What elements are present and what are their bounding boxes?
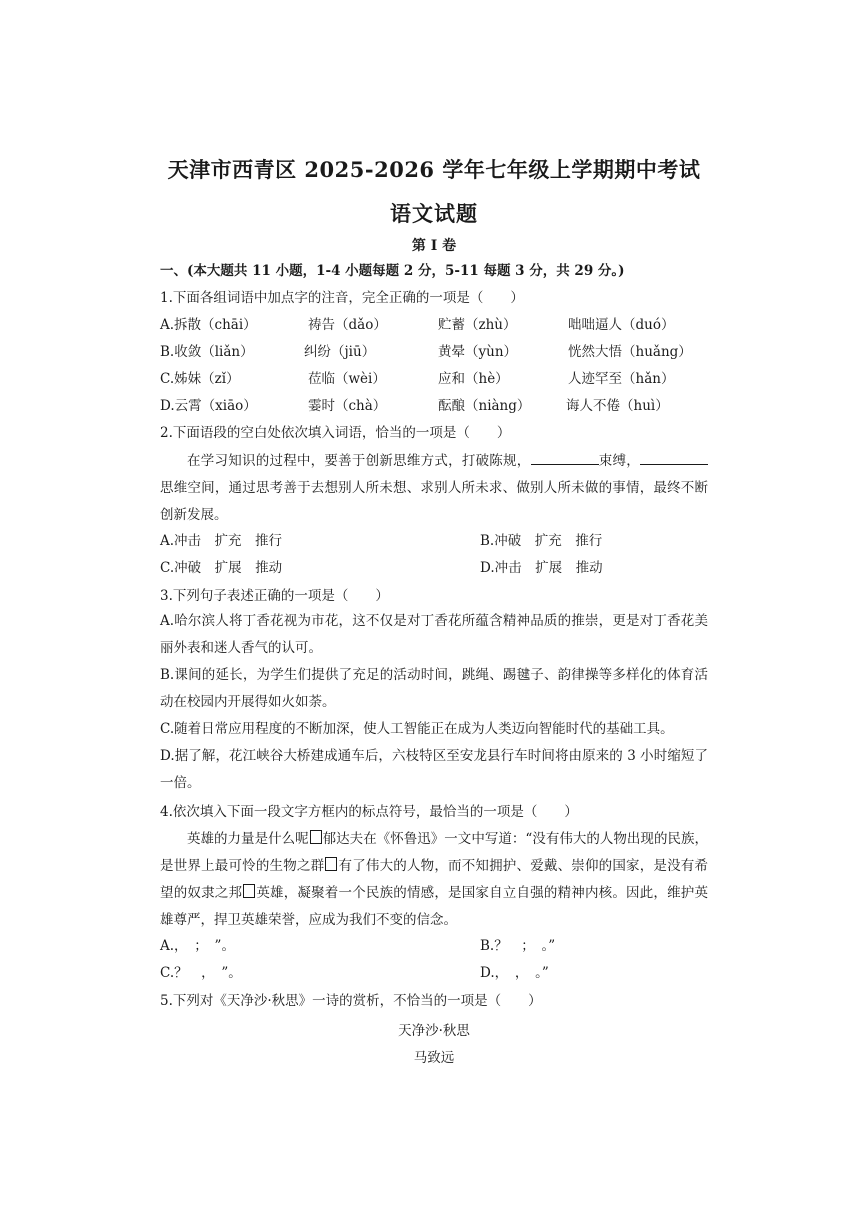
q4-passage-part-2: 郁达夫在《怀鲁迅》一文中写道：“没有伟大的人物出现的民族，是世界上最可怜的生物之群 [160,831,708,874]
q4-stem: 4.依次填入下面一段文字方框内的标点符号，最恰当的一项是（ ） [160,804,578,820]
q1-d-2: 霎时（chà） [308,398,387,414]
q1-b-4: 恍然大悟（huǎng） [568,344,692,360]
q1-c-3: 应和（hè） [438,371,509,387]
q4-passage-part-3: 有了伟大的人物，而不知拥护、爱戴、崇仰的国家，是没有希望的奴隶之邦 [160,858,709,901]
q3-option-d: D.据了解，花江峡谷大桥建成通车后，六枝特区至安龙县行车时间将由原来的 3 小时缩短了一倍。 [160,748,708,791]
q4-passage-part-1: 英雄的力量是什么呢 [187,831,309,847]
q4-option-d: D.， ， 。” [480,965,549,981]
q2-passage-part-d: 维空间，通过思考善于去想别人所未想、求别人所未求、做别人所未做的事情，最终不断创新发展。 [160,480,709,523]
q1-a-3: 贮蓄（zhù） [438,317,517,333]
q2-option-d: D.冲击 扩展 推动 [480,560,603,576]
poem-title: 天净沙·秋思 [398,1023,470,1039]
q4-box-1[interactable] [310,830,322,844]
exam-subtitle: 语文试题 [390,201,478,226]
q1-a-1: A.拆散（chāi） [160,317,257,333]
q4-passage [160,826,708,934]
q4-passage-part-4: 英雄，凝聚着一个民族的情感，是国家自立自强的精神内核。因此，维护英雄尊严，捍卫英雄荣誉，应成为我们不变的信念。 [160,885,709,928]
q2-blank-2[interactable] [640,450,708,465]
q2-passage-part-b: 束缚， [598,453,641,469]
volume-label: 第 I 卷 [411,238,457,254]
q2-stem: 2.下面语段的空白处依次填入词语，恰当的一项是（ ） [160,425,511,441]
exam-title: 天津市西青区 2025-2026 学年七年级上学期期中考试 [167,157,701,182]
q1-a-4: 咄咄逼人（duó） [568,317,675,333]
q2-option-a: A.冲击 扩充 推行 [160,533,283,549]
q4-box-2[interactable] [325,857,337,871]
q1-b-3: 黄晕（yùn） [438,344,518,360]
q1-c-4: 人迹罕至（hǎn） [568,371,675,387]
q4-option-a: A.， ； ”。 [160,938,235,954]
q3-option-b: B.课间的延长，为学生们提供了充足的活动时间，跳绳、踢毽子、韵律操等多样化的体育活动在校园内开展得如火如荼。 [160,667,708,710]
q2-option-b: B.冲破 扩充 推行 [480,533,603,549]
q3-stem: 3.下列句子表述正确的一项是（ ） [160,588,389,604]
q4-option-c: C.？ ， ”。 [160,965,242,981]
q1-stem: 1.下面各组词语中加点字的注音，完全正确的一项是（ ） [160,290,524,306]
section-heading: 一、(本大题共 11 小题，1-4 小题每题 2 分，5-11 每题 3 分，共 29 分。) [160,263,625,279]
q4-option-b: B.？ ； 。” [480,938,556,954]
q2-option-c: C.冲破 扩展 推动 [160,560,283,576]
q2-blank-1[interactable] [531,450,599,465]
q5-stem: 5.下列对《天净沙·秋思》一诗的赏析，不恰当的一项是（ ） [160,993,542,1009]
q3-option-a: A.哈尔滨人将丁香花视为市花，这不仅是对丁香花所蕴含精神品质的推崇，更是对丁香花美丽外表和迷人香气的认可。 [160,613,708,656]
q1-c-2: 莅临（wèi） [308,371,386,387]
q1-c-1: C.姊妹（zǐ） [160,371,240,387]
q1-d-4: 诲人不倦（huì） [566,398,669,414]
q1-d-1: D.云霄（xiāo） [160,398,257,414]
q1-a-2: 祷告（dǎo） [308,317,387,333]
q1-d-3: 酝酿（niàng） [438,398,531,414]
q2-passage-part-a: 在学习知识的过程中，要善于创新思维方式，打破陈规， [187,453,531,469]
q3-option-c: C.随着日常应用程度的不断加深，使人工智能正在成为人类迈向智能时代的基础工具。 [160,721,674,737]
q2-passage [160,448,708,529]
q4-box-3[interactable] [243,884,255,898]
q1-b-2: 纠纷（jiū） [304,344,376,360]
poem-author: 马致远 [413,1050,455,1066]
q2-passage-part-c: 思 [160,480,174,496]
q1-b-1: B.收敛（liǎn） [160,344,254,360]
